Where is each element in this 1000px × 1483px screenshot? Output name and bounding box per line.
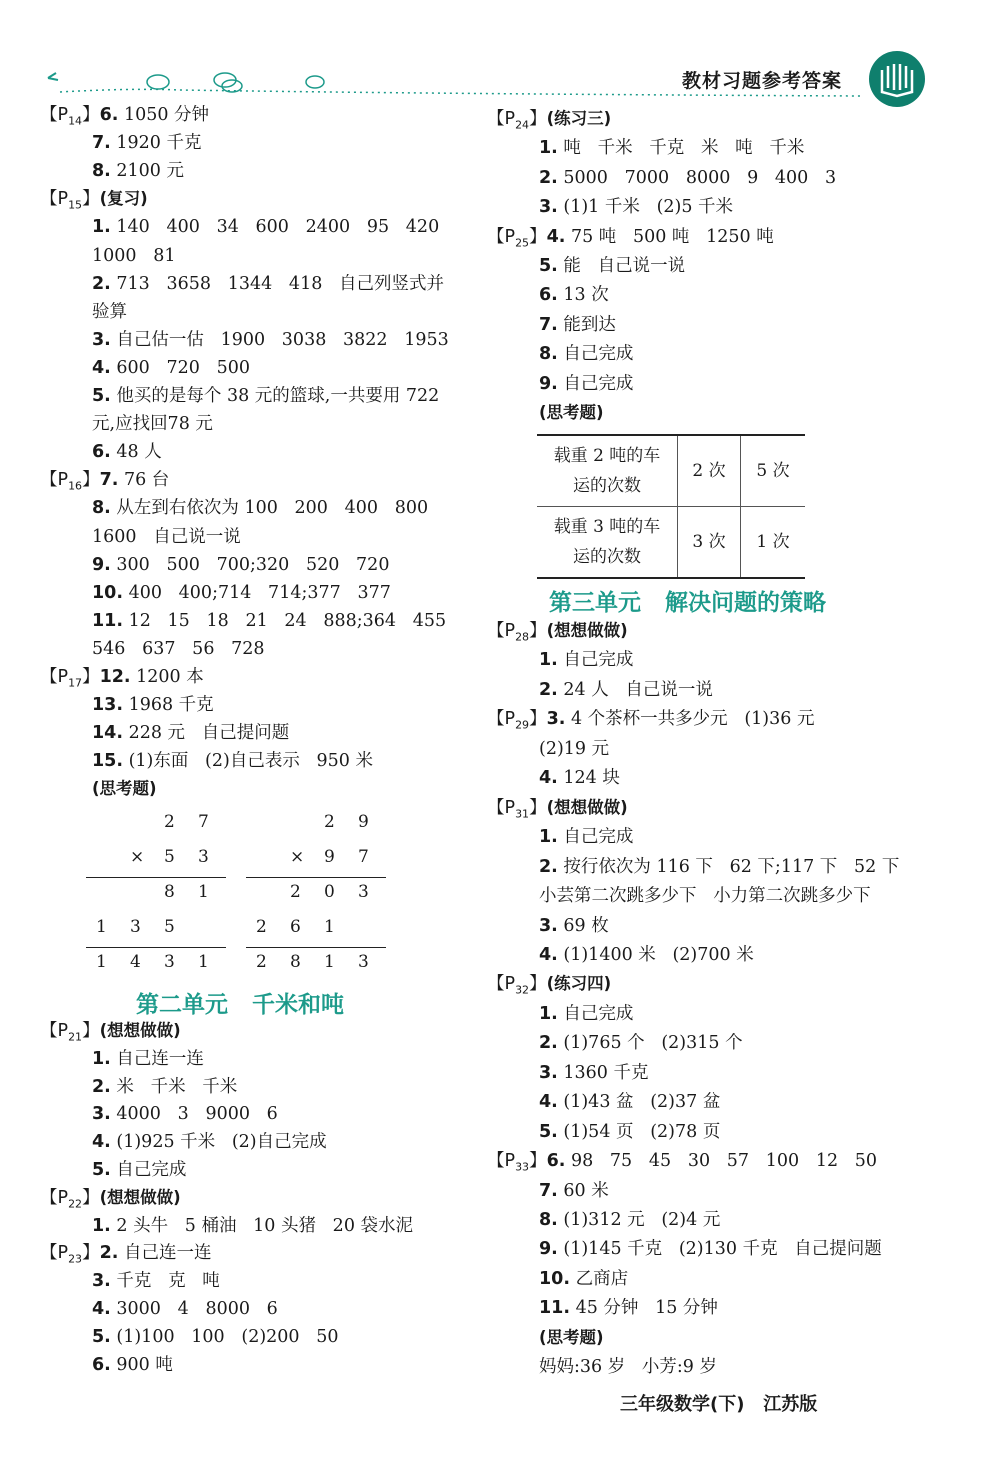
- label-line-2: 运的次数: [573, 476, 641, 496]
- page-number: 31: [515, 807, 530, 821]
- item-number: 1.: [92, 1215, 111, 1236]
- item-answer: 75 吨 500 吨 1250 吨: [565, 226, 774, 247]
- item-answer: 按行依次为 116 下 62 下;117 下 52 下: [557, 856, 900, 877]
- item-answer: 24 人 自己说一说: [557, 679, 713, 700]
- item-answer: 1200 本: [130, 667, 204, 687]
- answer-line: [539, 135, 804, 161]
- answer-line: [539, 1178, 609, 1204]
- digit: 1: [324, 952, 335, 972]
- item-answer: 13 次: [557, 285, 609, 306]
- answer-line: [539, 194, 733, 220]
- item-answer: 900 吨: [110, 1354, 173, 1375]
- item-answer: 自己完成: [557, 1003, 634, 1024]
- item-answer: 76 台: [118, 470, 170, 491]
- answer-line: [92, 1213, 413, 1239]
- page-ref: 【$P_{33}$】: [487, 1151, 547, 1174]
- item-number: 6.: [92, 442, 111, 463]
- answer-line: [92, 524, 241, 550]
- item-answer: (1)东面 (2)自己表示 950 米: [123, 751, 373, 772]
- answer-line: [539, 1325, 604, 1351]
- item-number: 1.: [539, 138, 558, 159]
- multiply-sign: ×: [130, 847, 145, 867]
- page-ref: 【$P_{25}$】: [487, 226, 547, 250]
- item-number: 5.: [92, 1326, 111, 1347]
- item-answer: 1000 81: [92, 245, 176, 266]
- calc-line: [86, 877, 226, 878]
- item-answer: 98 75 45 30 57 100 12 50: [565, 1151, 878, 1172]
- item-answer: 自己完成: [557, 344, 634, 365]
- item-answer: (1)100 100 (2)200 50: [110, 1326, 339, 1347]
- item-answer: 千克 克 吨: [110, 1271, 220, 1292]
- calc-line: [246, 947, 386, 948]
- answer-line: [487, 618, 628, 651]
- item-number: 6.: [92, 1354, 111, 1375]
- item-answer: 4 个茶杯一共多少元 (1)36 元: [565, 709, 815, 730]
- answer-line: [92, 1268, 220, 1294]
- answer-line: [539, 1354, 717, 1380]
- item-answer: 2 头牛 5 桶油 10 头猪 20 袋水泥: [110, 1215, 414, 1236]
- item-answer: (1)1 千米 (2)5 千米: [557, 197, 734, 218]
- item-number: 2.: [92, 1076, 111, 1097]
- unit-title: 第二单元 千米和吨: [136, 992, 345, 1018]
- page-number: 23: [68, 1252, 83, 1266]
- item-answer: 妈妈:36 岁 小芳:9 岁: [539, 1357, 718, 1378]
- answer-line: [92, 327, 449, 353]
- page-ref: 【$P_{17}$】: [40, 667, 100, 690]
- digit: 8: [164, 882, 175, 902]
- page-ref: 【$P_{21}$】: [40, 1021, 100, 1044]
- digit: 1: [324, 917, 335, 937]
- item-answer: 能到达: [557, 314, 616, 335]
- trips-table: [537, 434, 805, 579]
- item-answer: 自己连一连: [110, 1048, 204, 1069]
- answer-line: [487, 224, 774, 257]
- calc-line: [86, 947, 226, 948]
- digit: 3: [164, 952, 175, 972]
- answer-line: [539, 312, 616, 338]
- answer-line: [539, 1119, 720, 1145]
- page-number: 29: [515, 718, 530, 732]
- section-heading: (想想做做): [546, 621, 628, 640]
- page-number: 32: [515, 983, 530, 997]
- digit: 1: [198, 882, 209, 902]
- label-line-2: 运的次数: [573, 547, 641, 567]
- item-answer: 从左到右依次为 100 200 400 800: [110, 498, 429, 519]
- answer-line: [92, 1074, 237, 1100]
- item-number: 8.: [92, 498, 111, 519]
- answer-line: [92, 411, 213, 437]
- item-number: 8.: [539, 344, 558, 365]
- item-number: 9.: [539, 373, 558, 394]
- footer-book-title: 三年级数学(下) 江苏版: [620, 1394, 818, 1415]
- answer-line: [539, 647, 633, 673]
- item-answer: (1)145 千克 (2)130 千克 自己提问题: [557, 1239, 882, 1260]
- page-ref: 【$P_{22}$】: [40, 1187, 100, 1211]
- answer-line: [92, 1129, 327, 1155]
- item-number: 4.: [546, 226, 566, 247]
- item-answer: 12 15 18 21 24 888;364 455: [123, 610, 447, 631]
- item-number: 6.: [546, 1151, 566, 1172]
- digit: 9: [324, 847, 335, 867]
- digit: 6: [290, 917, 301, 937]
- digit: 4: [130, 952, 141, 972]
- item-answer: 自己完成: [110, 1160, 187, 1180]
- item-answer: 60 米: [557, 1180, 609, 1201]
- item-answer: 48 人: [110, 442, 162, 463]
- digit: 2: [256, 917, 267, 937]
- digit: 3: [198, 847, 209, 867]
- header-title: 教材习题参考答案: [682, 70, 843, 92]
- item-number: 4.: [539, 768, 558, 789]
- item-number: 6.: [539, 285, 558, 306]
- page-ref: 【$P_{32}$】: [487, 974, 547, 997]
- page-ref: 【$P_{28}$】: [487, 621, 547, 644]
- answer-line: [539, 854, 899, 880]
- item-number: 4.: [92, 1299, 111, 1319]
- item-answer: 1360 千克: [557, 1062, 649, 1083]
- page-number: 15: [68, 198, 83, 212]
- answer-line: [92, 243, 176, 269]
- item-answer: 3000 4 8000 6: [110, 1299, 278, 1319]
- label-line-1: 载重 3 吨的车: [553, 517, 661, 537]
- section-heading: (想想做做): [546, 797, 628, 817]
- answer-line: [92, 271, 444, 297]
- item-answer: 45 分钟 15 分钟: [570, 1298, 718, 1319]
- item-answer: (1)312 元 (2)4 元: [557, 1210, 721, 1230]
- answer-line: [92, 692, 214, 718]
- book-logo-icon: [868, 50, 926, 108]
- item-answer: 验算: [92, 301, 127, 322]
- digit: 2: [324, 812, 335, 832]
- answer-line: [92, 636, 265, 662]
- answer-line: [92, 776, 157, 802]
- item-number: 7.: [539, 1180, 558, 1201]
- item-answer: 600 720 500: [110, 357, 250, 378]
- page-number: 21: [68, 1030, 83, 1044]
- page-number: 16: [68, 479, 83, 493]
- page-ref: 【$P_{24}$】: [487, 109, 547, 132]
- digit: 0: [324, 882, 335, 902]
- item-number: 14.: [92, 723, 124, 744]
- item-number: 13.: [92, 695, 124, 716]
- answer-line: [487, 1148, 877, 1181]
- digit: 7: [358, 847, 369, 867]
- item-answer: 2100 元: [110, 161, 184, 182]
- item-number: 5.: [92, 1160, 111, 1180]
- page-ref: 【$P_{14}$】: [40, 105, 100, 128]
- item-answer: 1968 千克: [123, 695, 214, 716]
- answer-line: [487, 971, 611, 1004]
- item-number: 10.: [539, 1268, 571, 1289]
- item-number: 10.: [92, 582, 124, 603]
- item-number: 2.: [99, 1243, 119, 1264]
- page-number: 25: [515, 236, 530, 250]
- answer-line: [92, 439, 162, 465]
- page-ref: 【$P_{31}$】: [487, 797, 547, 821]
- page-number: 28: [515, 630, 530, 644]
- item-number: 7.: [539, 314, 558, 335]
- answer-line: [539, 341, 633, 367]
- item-number: 1.: [539, 1003, 558, 1024]
- digit: 1: [96, 952, 107, 972]
- item-answer: 乙商店: [570, 1268, 629, 1289]
- answer-line: [92, 1046, 204, 1072]
- answer-line: [539, 942, 754, 968]
- calc-line: [246, 877, 386, 878]
- digit: 3: [130, 917, 141, 937]
- item-number: 9.: [539, 1239, 558, 1260]
- answer-line: [539, 1207, 720, 1233]
- answer-line: [539, 765, 620, 791]
- digit: 2: [164, 812, 175, 832]
- page-ref: 【$P_{15}$】: [40, 189, 100, 212]
- answer-line: [92, 299, 127, 325]
- table-cell-label: [537, 507, 678, 579]
- item-answer: 小芸第二次跳多少下 小力第二次跳多少下: [539, 886, 871, 907]
- item-answer: 米 千米 千米: [110, 1076, 238, 1097]
- item-answer: 1600 自己说一说: [92, 526, 241, 547]
- page-ref: 【$P_{16}$】: [40, 470, 100, 493]
- item-number: 8.: [92, 161, 111, 182]
- item-answer: 140 400 34 600 2400 95 420: [110, 217, 440, 238]
- answer-line: [92, 552, 389, 578]
- answer-line: [92, 495, 428, 521]
- digit: 2: [256, 952, 267, 972]
- item-answer: 5000 7000 8000 9 400 3: [557, 167, 837, 188]
- table-cell-value: 1 次: [741, 507, 806, 579]
- answer-line: [539, 677, 713, 703]
- item-answer: 400 400;714 714;377 377: [123, 582, 391, 603]
- item-answer: (1)1400 米 (2)700 米: [557, 944, 754, 965]
- digit: 5: [164, 917, 175, 937]
- item-number: 7.: [99, 470, 119, 491]
- section-heading: (思考题): [539, 403, 604, 422]
- answer-line: [539, 913, 609, 939]
- item-number: 4.: [539, 1092, 558, 1113]
- item-number: 1.: [539, 827, 558, 848]
- digit: 1: [96, 917, 107, 937]
- table-cell-value: 2 次: [678, 435, 741, 507]
- item-answer: 69 枚: [557, 915, 609, 936]
- item-number: 3.: [539, 1062, 558, 1083]
- item-number: 1.: [92, 217, 111, 238]
- item-number: 3.: [539, 197, 558, 218]
- item-number: 7.: [92, 133, 111, 154]
- answer-line: [92, 1296, 278, 1322]
- item-answer: 自己估一估 1900 3038 3822 1953: [110, 329, 449, 350]
- answer-line: [539, 883, 871, 909]
- multiply-sign: ×: [290, 847, 305, 867]
- page-number: 17: [68, 676, 83, 690]
- item-answer: 他买的是每个 38 元的篮球,一共要用 722: [110, 386, 440, 406]
- item-answer: 300 500 700;320 520 720: [110, 554, 390, 575]
- digit: 1: [198, 952, 209, 972]
- item-answer: 自己完成: [557, 827, 634, 848]
- item-number: 2.: [539, 1033, 558, 1054]
- answer-line: [92, 580, 391, 606]
- item-number: 2.: [539, 167, 558, 188]
- item-number: 11.: [92, 610, 124, 631]
- item-number: 3.: [92, 1271, 111, 1292]
- item-number: 1.: [539, 650, 558, 671]
- answer-line: [539, 1236, 882, 1262]
- answer-line: [539, 1001, 633, 1027]
- item-number: 2.: [92, 273, 111, 294]
- item-number: 4.: [92, 357, 111, 378]
- item-number: 3.: [92, 1104, 111, 1125]
- digit: 8: [290, 952, 301, 972]
- item-number: 5.: [539, 256, 558, 276]
- answer-line: [487, 106, 611, 139]
- page-number: 14: [68, 114, 83, 128]
- answer-line: [539, 1266, 628, 1292]
- item-answer: 713 3658 1344 418 自己列竖式并: [110, 273, 445, 294]
- digit: 9: [358, 812, 369, 832]
- item-number: 9.: [92, 554, 111, 575]
- section-heading: (思考题): [92, 779, 157, 799]
- answer-line: [539, 824, 633, 850]
- item-answer: 自己连一连: [118, 1243, 212, 1264]
- item-answer: 元,应找回78 元: [92, 414, 213, 435]
- table-cell-value: 5 次: [741, 435, 806, 507]
- answer-line: [92, 214, 439, 240]
- answer-line: [539, 1295, 718, 1321]
- item-answer: 4000 3 9000 6: [110, 1104, 278, 1125]
- label-line-1: 载重 2 吨的车: [553, 446, 661, 466]
- answer-line: [539, 165, 836, 191]
- item-number: 5.: [92, 386, 111, 406]
- answer-line: [539, 1089, 720, 1115]
- answer-line: [92, 720, 289, 746]
- item-answer: (1)54 页 (2)78 页: [557, 1121, 721, 1142]
- answer-line: [92, 608, 446, 634]
- item-number: 6.: [99, 105, 119, 125]
- item-number: 8.: [539, 1210, 558, 1230]
- answer-line: [92, 1101, 278, 1127]
- item-answer: (1)43 盆 (2)37 盆: [557, 1092, 721, 1113]
- item-answer: 228 元 自己提问题: [123, 723, 290, 744]
- item-number: 11.: [539, 1298, 571, 1319]
- answer-line: [92, 1352, 173, 1378]
- item-answer: 124 块: [557, 768, 620, 789]
- page-ref: 【$P_{29}$】: [487, 709, 547, 732]
- digit: 7: [198, 812, 209, 832]
- page-number: 22: [68, 1197, 83, 1211]
- unit-title: 第三单元 解决问题的策略: [549, 590, 827, 616]
- item-answer: 1920 千克: [110, 133, 202, 154]
- item-number: 5.: [539, 1121, 558, 1142]
- answer-line: [92, 130, 202, 156]
- answer-line: [92, 355, 250, 381]
- item-number: 12.: [99, 667, 131, 687]
- answer-line: [539, 736, 609, 762]
- item-answer: 1050 分钟: [118, 105, 210, 125]
- answer-line: [539, 1030, 743, 1056]
- item-answer: (1)925 千米 (2)自己完成: [110, 1132, 327, 1153]
- page-ref: 【$P_{23}$】: [40, 1243, 100, 1266]
- table-row: [537, 507, 805, 579]
- section-heading: (复习): [99, 189, 148, 209]
- table-cell-label: [537, 435, 678, 507]
- page-number: 33: [515, 1160, 530, 1174]
- table-row: [537, 435, 805, 507]
- answer-line: [487, 795, 628, 828]
- item-number: 15.: [92, 751, 124, 772]
- section-heading: (练习四): [546, 974, 612, 994]
- item-number: 1.: [92, 1048, 111, 1069]
- item-answer: 自己完成: [557, 650, 634, 671]
- digit: 3: [358, 952, 369, 972]
- answer-line: [92, 1324, 339, 1350]
- answer-line: [92, 383, 439, 409]
- item-number: 2.: [539, 679, 558, 700]
- answer-line: [539, 400, 604, 426]
- answer-line: [487, 706, 814, 739]
- answer-line: [92, 1157, 186, 1183]
- item-answer: 546 637 56 728: [92, 638, 265, 659]
- page-number: 24: [515, 118, 530, 132]
- answer-line: [539, 253, 685, 279]
- item-answer: (2)19 元: [539, 738, 610, 759]
- item-number: 3.: [539, 915, 558, 936]
- item-answer: (1)765 个 (2)315 个: [557, 1033, 743, 1054]
- section-heading: (思考题): [539, 1327, 604, 1347]
- item-answer: 吨 千米 千克 米 吨 千米: [557, 138, 805, 159]
- section-heading: (想想做做): [99, 1187, 181, 1207]
- item-number: 3.: [92, 329, 111, 350]
- item-number: 2.: [539, 856, 558, 877]
- answer-line: [539, 282, 609, 308]
- digit: 2: [290, 882, 301, 902]
- section-heading: (想想做做): [99, 1021, 181, 1040]
- answer-line: [92, 748, 373, 774]
- answer-line: [92, 158, 184, 184]
- item-number: 4.: [539, 944, 558, 965]
- digit: 5: [164, 847, 175, 867]
- item-number: 3.: [546, 709, 566, 730]
- item-answer: 能 自己说一说: [557, 256, 686, 276]
- answer-line: [539, 1060, 649, 1086]
- item-answer: 自己完成: [557, 373, 634, 394]
- digit: 3: [358, 882, 369, 902]
- item-number: 4.: [92, 1132, 111, 1153]
- answer-line: [539, 371, 633, 397]
- table-cell-value: 3 次: [678, 507, 741, 579]
- section-heading: (练习三): [546, 109, 612, 128]
